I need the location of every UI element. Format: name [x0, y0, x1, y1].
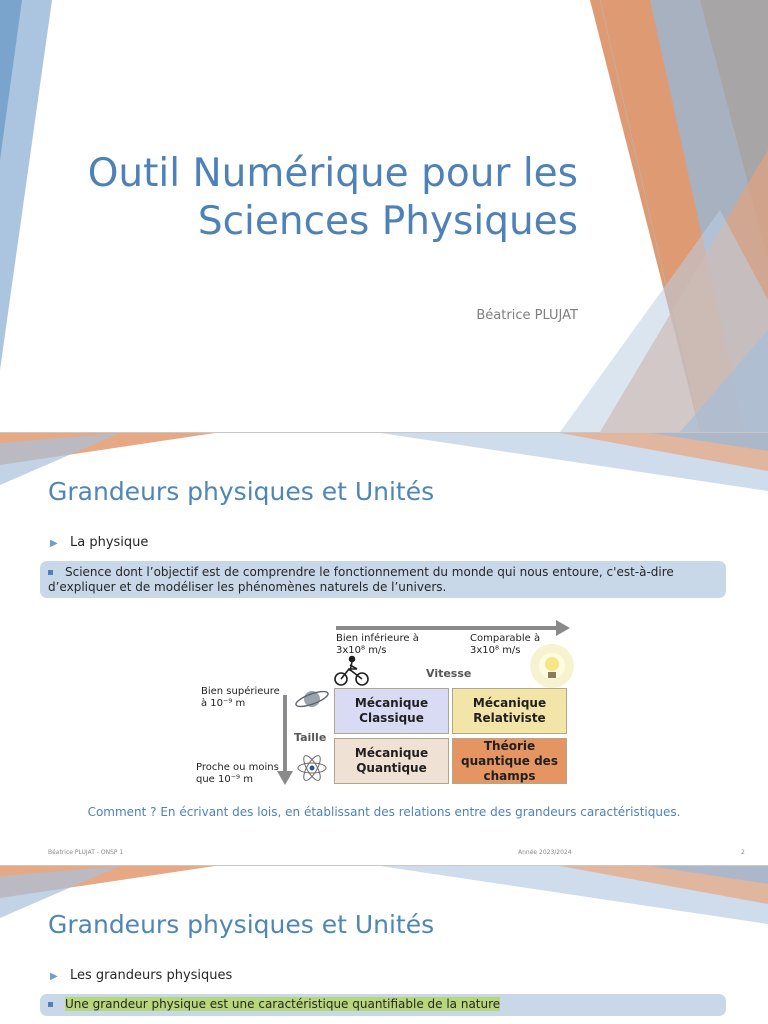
title-slide	[0, 0, 768, 432]
cell-mecanique-classique: Mécanique Classique	[334, 688, 449, 734]
size-big-label: Bien supérieure à 10⁻⁹ m	[201, 686, 280, 709]
cell-mecanique-relativiste: Mécanique Relativiste	[452, 688, 567, 734]
bicycle-icon	[335, 657, 368, 686]
planet-icon	[294, 688, 329, 709]
size-small-label: Proche ou moins que 10⁻⁹ m	[196, 762, 279, 785]
square-bullet-icon	[48, 1002, 53, 1007]
slide-title: Grandeurs physiques et Unités	[48, 477, 435, 506]
definition-box	[40, 994, 726, 1016]
conclusion-text: Comment ? En écrivant des lois, en établissant des relations entre des grandeurs caractéristiques.	[87, 805, 681, 819]
slide-title: Grandeurs physiques et Unités	[48, 910, 435, 939]
bullet-item: ▶ Les grandeurs physiques	[50, 968, 233, 983]
size-axis-label: Taille	[294, 731, 327, 744]
triangle-bullet-icon: ▶	[50, 971, 58, 982]
author-name: Béatrice PLUJAT	[476, 308, 578, 323]
footer-author: Béatrice PLUJAT - ONSP 1	[48, 849, 124, 856]
cell-mecanique-quantique: Mécanique Quantique	[334, 738, 449, 784]
presentation-title: Outil Numérique pour les Sciences Physiques	[87, 151, 578, 244]
definition-box: Science dont l’objectif est de comprendre le fonctionnement du monde qui nous entoure, c'est-à-dire d’expliquer et de modéliser les phénomènes naturels de l’univers.	[40, 561, 726, 598]
speed-low-label: Bien inférieure à 3x10⁸ m/s	[336, 633, 419, 656]
page-number: 2	[741, 849, 745, 856]
slide-3	[0, 866, 768, 1024]
speed-axis-label: Vitesse	[426, 667, 472, 680]
bullet-item: ▶ La physique	[50, 535, 149, 550]
speed-high-label: Comparable à 3x10⁸ m/s	[470, 633, 541, 656]
atom-icon	[298, 753, 326, 782]
slide-2	[0, 433, 768, 865]
highlighted-definition: Une grandeur physique est une caractéristique quantifiable de la nature	[65, 997, 501, 1011]
footer-year: Année 2023/2024	[518, 849, 572, 856]
triangle-bullet-icon: ▶	[50, 538, 58, 549]
cell-theorie-quantique-champs: Théorie quantique des champs	[452, 738, 567, 784]
